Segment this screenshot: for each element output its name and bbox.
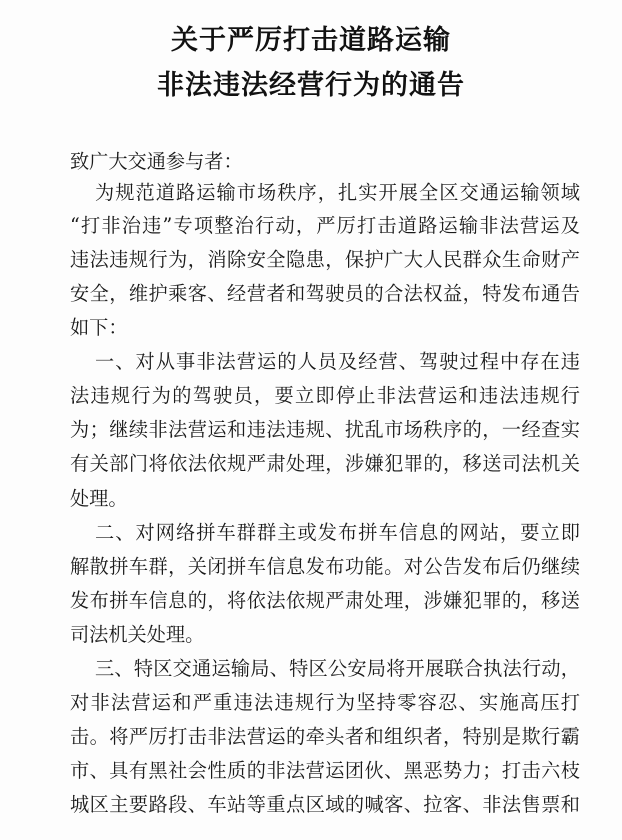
body-line: “打非治违”专项整治行动，严厉打击道路运输非法营运及 <box>70 214 580 237</box>
body-line: 司法机关处理。 <box>70 623 205 646</box>
body-line: 解散拼车群，关闭拼车信息发布功能。对公告发布后仍继续 <box>70 555 580 578</box>
body-line: 处理。 <box>70 487 128 510</box>
body-line: 一、对从事非法营运的人员及经营、驾驶过程中存在违 <box>95 350 580 373</box>
body-line: 安全，维护乘客、经营者和驾驶员的合法权益，特发布通告 <box>70 282 580 305</box>
body-line: 发布拼车信息的，将依法依规严肃处理，涉嫌犯罪的，移送 <box>70 589 580 612</box>
salutation: 致广大交通参与者： <box>70 150 243 173</box>
body-line: 为规范道路运输市场秩序，扎实开展全区交通运输领域 <box>95 181 580 204</box>
body-line: 为；继续非法营运和违法违规、扰乱市场秩序的，一经查实 <box>70 418 580 441</box>
body-line: 对非法营运和严重违法违规行为坚持零容忍、实施高压打 <box>70 691 580 714</box>
body-line: 法违规行为的驾驶员，要立即停止非法营运和违法违规行 <box>70 384 580 407</box>
body-line: 三、特区交通运输局、特区公安局将开展联合执法行动， <box>95 657 580 680</box>
body-line: 如下： <box>70 316 128 339</box>
notice-title-line-1: 关于严厉打击道路运输 <box>171 25 451 56</box>
body-line: 违法违规行为，消除安全隐患，保护广大人民群众生命财产 <box>70 248 580 271</box>
body-line: 有关部门将依法依规严肃处理，涉嫌犯罪的，移送司法机关 <box>70 452 580 475</box>
notice-title-line-2: 非法违法经营行为的通告 <box>157 70 465 101</box>
body-line: 市、具有黑社会性质的非法营运团伙、黑恶势力；打击六枝 <box>70 759 580 782</box>
body-line: 二、对网络拼车群群主或发布拼车信息的网站，要立即 <box>95 521 580 544</box>
body-line: 城区主要路段、车站等重点区域的喊客、拉客、非法售票和 <box>70 793 580 816</box>
body-line: 击。将严厉打击非法营运的牵头者和组织者，特别是欺行霸 <box>70 725 580 748</box>
